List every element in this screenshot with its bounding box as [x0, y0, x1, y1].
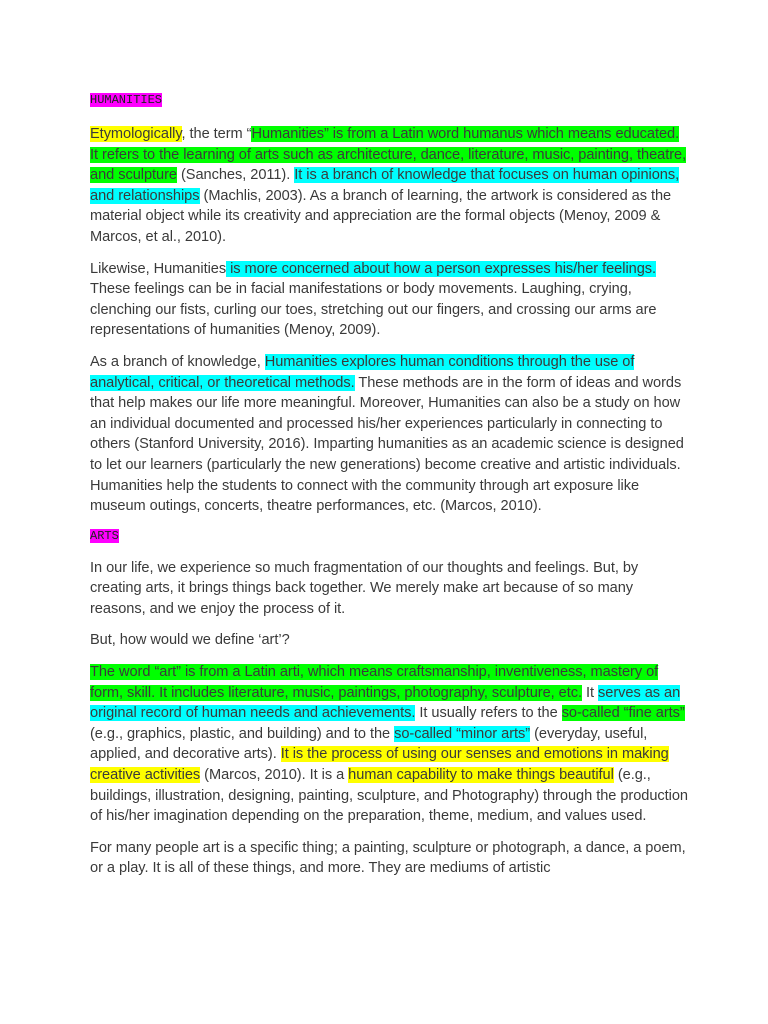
highlighted-text: so-called “fine arts”: [561, 705, 685, 722]
paragraph-etymology: [90, 124, 690, 248]
highlighted-text: The word “art” is from a Latin arti, which means craftsmanship, inventiveness, mastery of form, skill. It includes literature, music, paintings, photography, sculpture, etc.: [90, 664, 659, 701]
paragraph-define-art: [90, 630, 690, 651]
highlighted-text: Etymologically: [90, 126, 182, 142]
text-run: , the term “: [181, 126, 252, 142]
text-run: In our life, we experience so much fragmentation of our thoughts and feelings. But, by creating arts, it brings things back together. We merely make art because of so many reasons, and we enjoy the process of it.: [90, 559, 639, 617]
text-run: (e.g., buildings, illustration, designing, painting, sculpture, and Photography) through the production of his/her imagination depending on the preparation, theme, medium, and values used.: [90, 767, 688, 825]
document-body: [90, 92, 690, 890]
text-run: These methods are in the form of ideas and words that help makes our life more meaningful. Moreover, Humanities can also be a study on how an individual documented and processed his/her experiences particularly in connecting to others (Stanford University, 2016). Imparting humanities as an academic science is designed to let our learners (particularly the new generations) become creative and artistic individuals. Humanities help the students to connect with the community through art exposure like museum outings, concerts, theatre performances, etc. (Marcos, 2010).: [90, 374, 684, 515]
highlighted-text: so-called “minor arts”: [394, 725, 531, 742]
text-run: Likewise, Humanities: [90, 260, 227, 277]
text-run: (Machlis, 2003). As a branch of learning, the artwork is considered as the material object while its creativity and appreciation are the formal objects (Menoy, 2009 & Marcos, et al., 2010).: [90, 187, 672, 245]
highlighted-text: It is the process of using our senses and emotions in making creative activities: [90, 746, 669, 784]
text-run: (Marcos, 2010). It is a: [200, 767, 349, 784]
text-run: As a branch of knowledge,: [90, 353, 265, 370]
paragraph-specific-thing: [90, 838, 690, 879]
paragraph-likewise: [90, 259, 690, 341]
text-run: For many people art is a specific thing; a painting, sculpture or photograph, a dance, a poem, or a play. It is all of these things, and more. They are mediums of artistic: [90, 839, 686, 877]
highlighted-text: is more concerned about how a person expresses his/her feelings.: [226, 260, 657, 277]
paragraph-word-art: [90, 662, 690, 827]
text-run: (e.g., graphics, plastic, and building) and to the: [90, 725, 395, 742]
heading-humanities: HUMANITIES: [90, 93, 163, 107]
highlighted-text: human capability to make things beautiful: [348, 767, 614, 784]
heading-arts: ARTS: [90, 528, 119, 543]
text-run: But, how would we define ‘art’?: [90, 632, 290, 649]
highlighted-text: Humanities” is from a Latin word humanus which means educated. It refers to the learning of arts such as architecture, dance, literature, music, painting, theatre, and sculpture: [90, 126, 687, 184]
text-run: (Sanches, 2011).: [176, 167, 295, 184]
highlighted-text: Humanities explores human conditions through the use of analytical, critical, or theoretical methods.: [90, 353, 635, 391]
highlighted-text: serves as an original record of human needs and achievements.: [90, 684, 681, 722]
text-run: These feelings can be in facial manifestations or body movements. Laughing, crying, clenching our fists, curling our toes, stretching out our fingers, and crossing our arms are representations of humanities (Menoy, 2009).: [90, 281, 657, 339]
paragraph-fragmentation: [90, 558, 690, 620]
text-run: It: [582, 684, 599, 701]
highlighted-text: It is a branch of knowledge that focuses on human opinions, and relationships: [90, 167, 680, 204]
text-run: It usually refers to the: [415, 705, 562, 722]
text-run: (everyday, useful, applied, and decorative arts).: [90, 725, 648, 763]
paragraph-branch-of-knowledge: [90, 352, 690, 517]
